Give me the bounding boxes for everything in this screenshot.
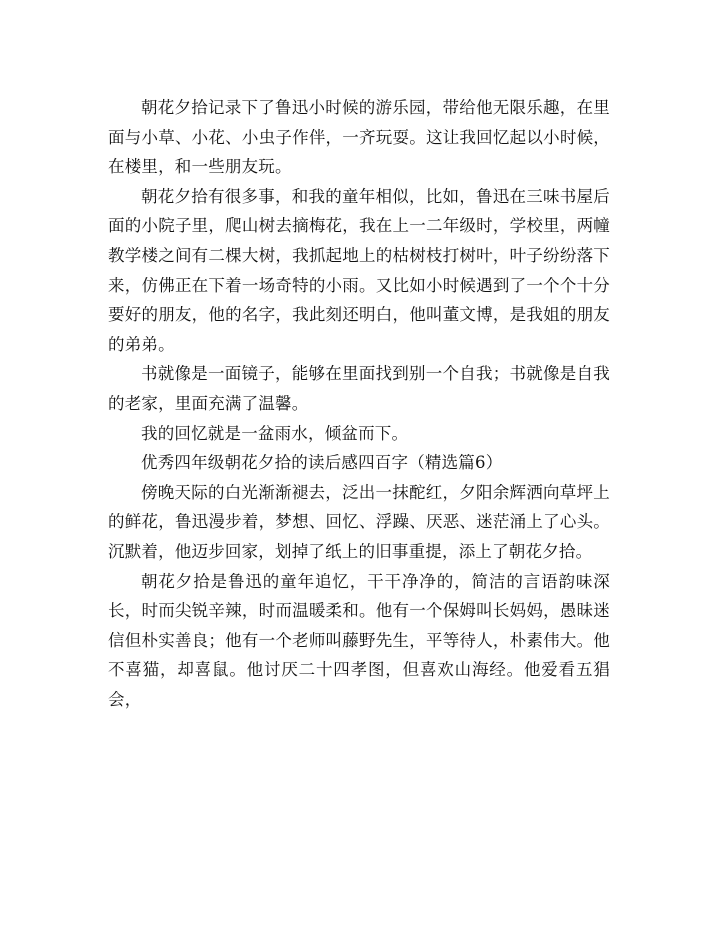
paragraph-1: 朝花夕拾记录下了鲁迅小时候的游乐园，带给他无限乐趣，在里面与小草、小花、小虫子作伴，一齐玩耍。这让我回忆起以小时候，在楼里，和一些朋友玩。 [108, 98, 610, 177]
paragraph-3: 书就像是一面镜子，能够在里面找到别一个自我；书就像是自我的老家，里面充满了温馨。 [108, 364, 610, 413]
paragraph-5: 傍晚天际的白光渐渐褪去，泛出一抹酡红，夕阳余辉洒向草坪上的鲜花，鲁迅漫步着，梦想、回忆、浮躁、厌恶、迷茫涌上了心头。沉默着，他迈步回家，划掉了纸上的旧事重提，添上了朝花夕拾。 [108, 482, 610, 561]
section-heading: 优秀四年级朝花夕拾的读后感四百字（精选篇6） [141, 453, 503, 473]
document-body [108, 93, 610, 714]
paragraph-6: 朝花夕拾是鲁迅的童年追忆，干干净净的，简洁的言语韵味深长，时而尖锐辛辣，时而温暖柔和。他有一个保姆叫长妈妈，愚昧迷信但朴实善良；他有一个老师叫藤野先生，平等待人，朴素伟大。他不喜猫，却喜鼠。他讨厌二十四孝图，但喜欢山海经。他爱看五猖会， [108, 571, 610, 709]
paragraph-4: 我的回忆就是一盆雨水，倾盆而下。 [141, 423, 409, 443]
paragraph-2: 朝花夕拾有很多事，和我的童年相似，比如，鲁迅在三味书屋后面的小院子里，爬山树去摘梅花，我在上一二年级时，学校里，两幢教学楼之间有二棵大树，我抓起地上的枯树枝打树叶，叶子纷纷落下来，仿佛正在下着一场奇特的小雨。又比如小时候遇到了一个个十分要好的朋友，他的名字，我此刻还明白，他叫董文博，是我姐的朋友的弟弟。 [108, 186, 610, 354]
